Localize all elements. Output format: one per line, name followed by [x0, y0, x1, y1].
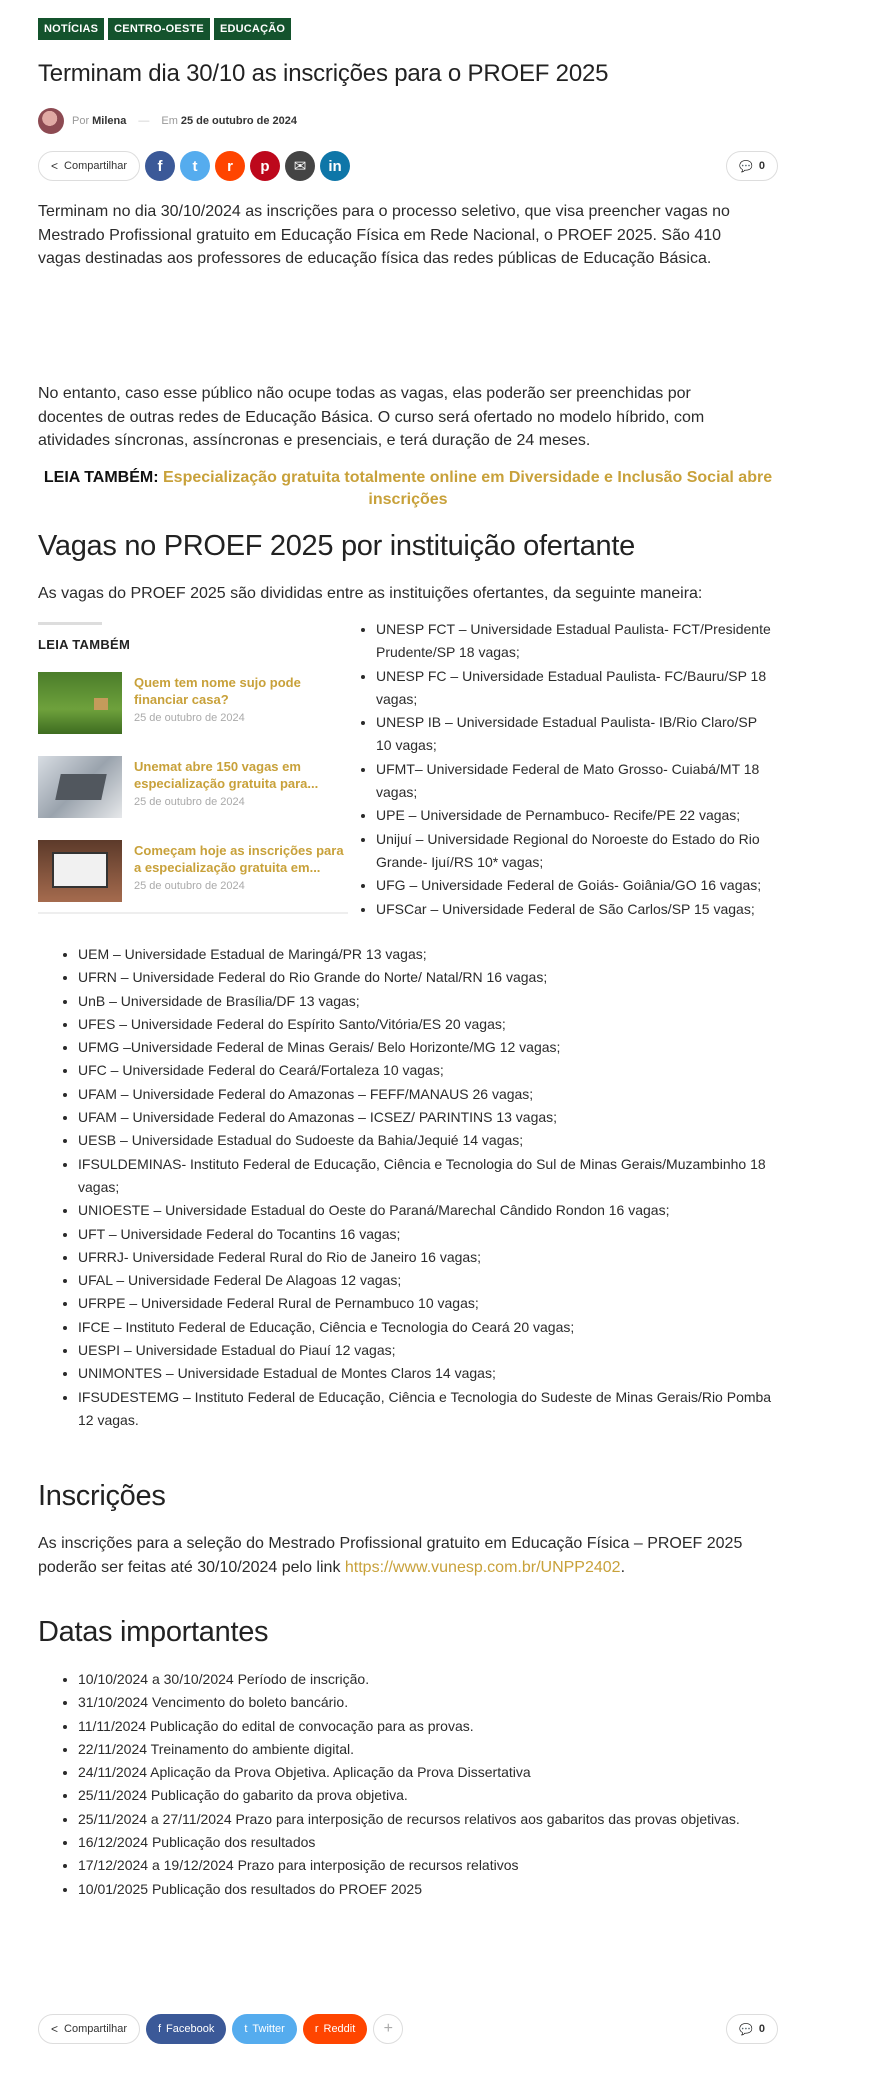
post-date: 25 de outubro de 2024: [134, 712, 245, 724]
list-item: • UFG – Universidade Federal de Goiás- Goiânia/GO 16 vagas;: [376, 874, 776, 897]
tag-educacao[interactable]: EDUCAÇÃO: [214, 18, 291, 40]
facebook-share-button[interactable]: [146, 2014, 226, 2044]
facebook-share-icon[interactable]: f: [145, 151, 175, 181]
list-item: • UEM – Universidade Estadual de Maringá/PR 13 vagas;: [78, 943, 778, 966]
list-item: • UNESP FC – Universidade Estadual Paulista- FC/Bauru/SP 18 vagas;: [376, 665, 776, 712]
reddit-icon: r: [314, 2023, 319, 2035]
intro-paragraph: Terminam no dia 30/10/2024 as inscrições para o processo seletivo, que visa preencher vagas no Mestrado Profissional gratuito em Educação Física em Rede Nacional, o PROEF 2025. São 410 vagas destinadas aos professores de educação física das redes públicas de Educação Básica.: [38, 203, 730, 267]
inscricoes-paragraph: [38, 1532, 758, 1579]
list-item: • 25/11/2024 Publicação do gabarito da prova objetiva.: [78, 1784, 788, 1807]
list-item: • IFCE – Instituto Federal de Educação, Ciência e Tecnologia do Ceará 20 vagas;: [78, 1316, 778, 1339]
list-item: • UNIMONTES – Universidade Estadual de Montes Claros 14 vagas;: [78, 1362, 778, 1385]
list-item: • UnB – Universidade de Brasília/DF 13 vagas;: [78, 990, 778, 1013]
list-item: • UESB – Universidade Estadual do Sudoeste da Bahia/Jequié 14 vagas;: [78, 1129, 778, 1152]
post-thumbnail[interactable]: [38, 840, 122, 902]
comments-button[interactable]: [726, 151, 778, 181]
vunesp-link[interactable]: https://www.vunesp.com.br/UNPP2402: [344, 1558, 621, 1576]
list-item: • 17/12/2024 a 19/12/2024 Prazo para interposição de recursos relativos: [78, 1854, 788, 1877]
post-title[interactable]: Unemat abre 150 vagas em especialização gratuita para...: [134, 759, 319, 791]
post-meta: [38, 108, 297, 134]
list-item: • UFAM – Universidade Federal do Amazonas – ICSEZ/ PARINTINS 13 vagas;: [78, 1106, 778, 1129]
list-item: • UNESP IB – Universidade Estadual Paulista- IB/Rio Claro/SP 10 vagas;: [376, 711, 776, 758]
by-label: Por: [72, 115, 90, 127]
share-button[interactable]: [38, 2014, 140, 2044]
widget-post[interactable]: [38, 840, 348, 902]
list-item: • UFMT– Universidade Federal de Mato Grosso- Cuiabá/MT 18 vagas;: [376, 758, 776, 805]
second-paragraph: No entanto, caso esse público não ocupe todas as vagas, elas poderão ser preenchidas por docentes de outras redes de Educação Básica. O curso será ofertado no modelo híbrido, com atividades síncronas, assíncronas e presenciais, e terá duração de 24 meses.: [38, 385, 705, 449]
list-item: • 22/11/2024 Treinamento do ambiente digital.: [78, 1738, 788, 1761]
reddit-share-button[interactable]: [303, 2014, 367, 2044]
share-label: Compartilhar: [64, 160, 127, 172]
tag-centro-oeste[interactable]: CENTRO-OESTE: [108, 18, 210, 40]
share-icon: <: [51, 2022, 59, 2036]
widget-post[interactable]: [38, 756, 348, 818]
inscricoes-heading: Inscrições: [38, 1480, 166, 1512]
post-date: 25 de outubro de 2024: [180, 115, 298, 127]
list-item: • UFAL – Universidade Federal De Alagoas 12 vagas;: [78, 1269, 778, 1292]
post-thumbnail[interactable]: [38, 672, 122, 734]
list-item: • 24/11/2024 Aplicação da Prova Objetiva. Aplicação da Prova Dissertativa: [78, 1761, 788, 1784]
share-button[interactable]: [38, 151, 140, 181]
list-item: • IFSULDEMINAS- Instituto Federal de Educação, Ciência e Tecnologia do Sul de Minas Gerais/Muzambinho 18 vagas;: [78, 1153, 778, 1200]
vagas-list: [78, 943, 778, 1432]
read-also-inline: [38, 467, 778, 511]
list-item: • 10/01/2025 Publicação dos resultados do PROEF 2025: [78, 1878, 788, 1901]
on-label: Em: [161, 115, 178, 127]
datas-list: [78, 1668, 788, 1901]
more-share-icon[interactable]: +: [373, 2014, 403, 2044]
category-tags: [38, 18, 291, 40]
page-title: Terminam dia 30/10 as inscrições para o PROEF 2025: [38, 60, 609, 87]
widget-divider: [38, 622, 102, 625]
list-item: • UFRN – Universidade Federal do Rio Grande do Norte/ Natal/RN 16 vagas;: [78, 966, 778, 989]
post-date: 25 de outubro de 2024: [134, 796, 245, 808]
list-item: • 31/10/2024 Vencimento do boleto bancário.: [78, 1691, 788, 1714]
widget-post[interactable]: [38, 672, 348, 734]
list-item: • UNIOESTE – Universidade Estadual do Oeste do Paraná/Marechal Cândido Rondon 16 vagas;: [78, 1199, 778, 1222]
list-item: • UPE – Universidade de Pernambuco- Recife/PE 22 vagas;: [376, 804, 776, 827]
inscricoes-end: .: [620, 1558, 626, 1576]
vagas-list-right: [376, 618, 776, 921]
tag-noticias[interactable]: NOTÍCIAS: [38, 18, 104, 40]
twitter-share-icon[interactable]: t: [180, 151, 210, 181]
read-also-widget: [38, 622, 348, 652]
list-item: • 16/12/2024 Publicação dos resultados: [78, 1831, 788, 1854]
list-item: • UFES – Universidade Federal do Espírito Santo/Vitória/ES 20 vagas;: [78, 1013, 778, 1036]
meta-separator: —: [138, 115, 150, 127]
comments-button[interactable]: [726, 2014, 778, 2044]
list-item: • 11/11/2024 Publicação do edital de convocação para as provas.: [78, 1715, 788, 1738]
list-item: • UESPI – Universidade Estadual do Piauí 12 vagas;: [78, 1339, 778, 1362]
comment-icon: 💬: [739, 2023, 753, 2036]
facebook-label: Facebook: [166, 2023, 215, 2035]
widget-bottom-border: [38, 912, 348, 914]
list-item: • UFMG –Universidade Federal de Minas Gerais/ Belo Horizonte/MG 12 vagas;: [78, 1036, 778, 1059]
list-item: • UFRRJ- Universidade Federal Rural do Rio de Janeiro 16 vagas;: [78, 1246, 778, 1269]
list-item: • UFC – Universidade Federal do Ceará/Fortaleza 10 vagas;: [78, 1059, 778, 1082]
list-item: • UFSCar – Universidade Federal de São Carlos/SP 15 vagas;: [376, 898, 776, 921]
read-also-link[interactable]: Especialização gratuita totalmente online em Diversidade e Inclusão Social abre inscrições: [163, 469, 773, 508]
linkedin-share-icon[interactable]: in: [320, 151, 350, 181]
comments-count: 0: [758, 160, 765, 172]
widget-title: LEIA TAMBÉM: [38, 637, 131, 652]
list-item: • UFAM – Universidade Federal do Amazonas – FEFF/MANAUS 26 vagas;: [78, 1083, 778, 1106]
twitter-share-button[interactable]: [232, 2014, 296, 2044]
list-item: • UFT – Universidade Federal do Tocantins 16 vagas;: [78, 1223, 778, 1246]
author-name[interactable]: Milena: [92, 115, 127, 127]
inscricoes-text: As inscrições para a seleção do Mestrado Profissional gratuito em Educação Física – PROEF 2025 poderão ser feitas até 30/10/2024 pelo link: [38, 1535, 743, 1576]
avatar[interactable]: [38, 108, 64, 134]
twitter-icon: t: [244, 2023, 248, 2035]
facebook-icon: f: [157, 2023, 162, 2035]
vagas-heading: Vagas no PROEF 2025 por instituição ofertante: [38, 530, 635, 562]
list-item: • 25/11/2024 a 27/11/2024 Prazo para interposição de recursos relativos aos gabaritos das provas objetivas.: [78, 1808, 788, 1831]
reddit-label: Reddit: [323, 2023, 356, 2035]
share-bar-bottom: [38, 2013, 778, 2045]
datas-heading: Datas importantes: [38, 1616, 269, 1648]
comment-icon: 💬: [739, 160, 753, 173]
list-item: • Unijuí – Universidade Regional do Noroeste do Estado do Rio Grande- Ijuí/RS 10* vagas;: [376, 828, 776, 875]
post-thumbnail[interactable]: [38, 756, 122, 818]
post-date: 25 de outubro de 2024: [134, 880, 245, 892]
post-title[interactable]: Começam hoje as inscrições para a especialização gratuita em...: [134, 843, 344, 875]
email-share-icon[interactable]: ✉: [285, 151, 315, 181]
read-also-label: LEIA TAMBÉM:: [43, 469, 159, 486]
comments-count: 0: [758, 2023, 765, 2035]
list-item: • 10/10/2024 a 30/10/2024 Período de inscrição.: [78, 1668, 788, 1691]
vagas-intro: As vagas do PROEF 2025 são divididas entre as instituições ofertantes, da seguinte maneira:: [38, 585, 703, 602]
share-icon: <: [51, 159, 59, 173]
twitter-label: Twitter: [252, 2023, 285, 2035]
list-item: • UFRPE – Universidade Federal Rural de Pernambuco 10 vagas;: [78, 1292, 778, 1315]
list-item: • UNESP FCT – Universidade Estadual Paulista- FCT/Presidente Prudente/SP 18 vagas;: [376, 618, 776, 665]
post-title[interactable]: Quem tem nome sujo pode financiar casa?: [134, 675, 301, 707]
list-item: • IFSUDESTEMG – Instituto Federal de Educação, Ciência e Tecnologia do Sudeste de Minas Gerais/Rio Pomba 12 vagas.: [78, 1386, 778, 1433]
reddit-share-icon[interactable]: r: [215, 151, 245, 181]
share-label: Compartilhar: [64, 2023, 127, 2035]
share-bar-top: [38, 150, 778, 182]
pinterest-share-icon[interactable]: p: [250, 151, 280, 181]
